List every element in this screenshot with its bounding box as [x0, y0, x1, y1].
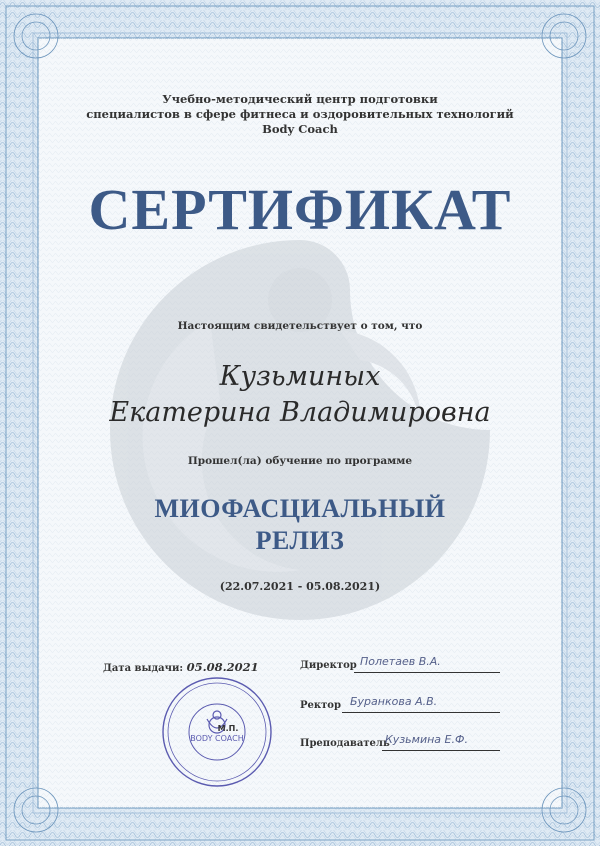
- official-stamp: [160, 675, 274, 789]
- teacher-label: Преподаватель: [300, 738, 390, 749]
- program-title-line-2: РЕЛИЗ: [255, 526, 345, 555]
- director-label: Директор: [300, 660, 357, 671]
- organization-line-3: Body Coach: [262, 122, 338, 136]
- certifies-text: Настоящим свидетельствует о том, что: [177, 320, 423, 332]
- rector-label: Ректор: [300, 700, 341, 711]
- recipient-given-names: Екатерина Владимировна: [109, 397, 491, 428]
- stamp-mp-label: М.П.: [217, 724, 239, 733]
- completed-text: Прошел(ла) обучение по программе: [187, 455, 413, 467]
- teacher-sign-line: [382, 750, 500, 751]
- teacher-signature: Кузьмина Е.Ф.: [385, 733, 468, 746]
- director-signature: Полетаев В.А.: [360, 655, 441, 668]
- organization-line-1: Учебно-методический центр подготовки: [162, 92, 438, 106]
- organization-block: [0, 92, 600, 137]
- rector-sign-line: [342, 712, 500, 713]
- rector-signature: Буранкова А.В.: [350, 695, 438, 708]
- stamp-center-text: BODY COACH: [190, 734, 244, 743]
- program-title-line-1: МИОФАСЦИАЛЬНЫЙ: [154, 494, 446, 523]
- organization-line-2: специалистов в сфере фитнеса и оздоровительных технологий: [86, 107, 514, 121]
- course-period: (22.07.2021 - 05.08.2021): [219, 580, 381, 593]
- issue-date-row: [103, 660, 259, 674]
- issue-date-value: 05.08.2021: [186, 660, 259, 674]
- director-sign-line: [354, 672, 500, 673]
- certificate-title: СЕРТИФИКАТ: [88, 177, 512, 242]
- issue-date-label: Дата выдачи:: [103, 663, 184, 674]
- recipient-surname: Кузьминых: [219, 361, 381, 392]
